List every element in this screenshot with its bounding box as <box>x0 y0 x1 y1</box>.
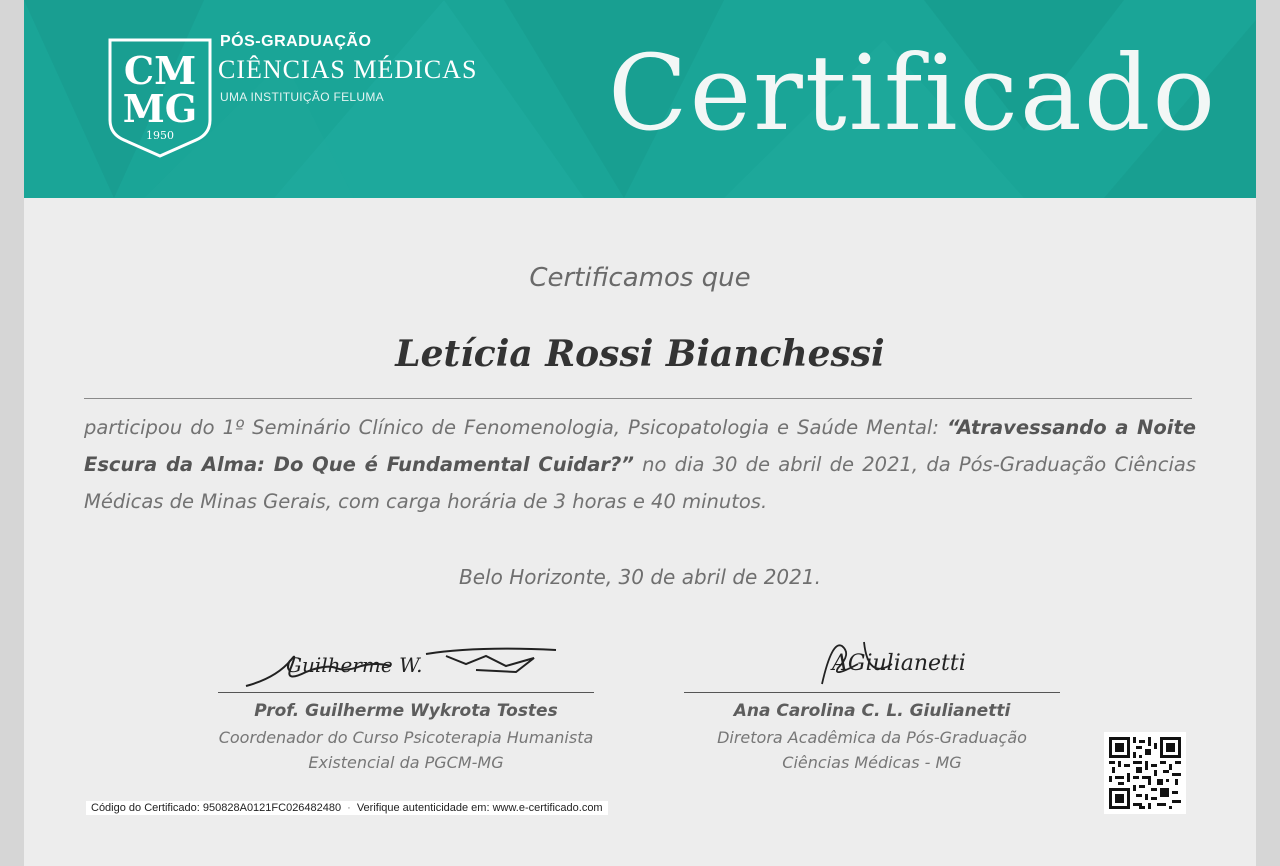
signer-role-line2: Ciências Médicas - MG <box>782 753 962 772</box>
signature-text: Guilherme W. <box>286 653 423 677</box>
brand-sub: UMA INSTITUIÇÃO FELUMA <box>220 90 384 104</box>
signature-image <box>682 620 1062 692</box>
signature-block-coordinator <box>216 620 596 775</box>
logo-letters-top: CM <box>123 48 197 93</box>
qr-code[interactable] <box>1104 732 1186 814</box>
signature-text: AGiulianetti <box>832 651 966 676</box>
footer-separator: · <box>347 802 351 814</box>
brand-top: PÓS-GRADUAÇÃO <box>220 33 372 50</box>
logo-year: 1950 <box>146 129 174 142</box>
logo-letters-bottom: MG <box>122 86 198 131</box>
intro-text: Certificamos que <box>529 263 751 293</box>
certificate-title: Certificado <box>608 32 1218 154</box>
body-text-after: no dia 30 de abril de 2021, da Pós-Graduação Ciências Médicas de Minas Gerais, com carga horária de 3 horas e 40 minutos. <box>84 453 1196 513</box>
cmmg-logo <box>106 36 214 158</box>
verify-link[interactable]: Verifique autenticidade em: www.e-certificado.com <box>356 802 603 814</box>
signer-role-line2: Existencial da PGCM-MG <box>308 753 504 772</box>
body-text-before: participou do 1º Seminário Clínico de Fenomenologia, Psicopatologia e Saúde Mental: <box>84 416 947 439</box>
signer-role-line1: Diretora Acadêmica da Pós-Graduação <box>717 728 1027 747</box>
signer-role-line1: Coordenador do Curso Psicoterapia Humanista <box>218 728 594 747</box>
signer-name: Prof. Guilherme Wykrota Tostes <box>254 701 558 721</box>
brand-main: CIÊNCIAS MÉDICAS <box>218 55 478 84</box>
certificate-code: Código do Certificado: 950828A0121FC026482480 <box>91 802 342 814</box>
signature-line <box>218 692 594 693</box>
divider <box>84 398 1192 399</box>
certificate-header <box>24 0 1256 198</box>
signature-block-director <box>682 620 1062 775</box>
certificate-footer <box>86 801 608 815</box>
signer-role <box>682 725 1062 775</box>
signer-role <box>216 725 596 775</box>
recipient-name: Letícia Rossi Bianchessi <box>395 333 885 375</box>
event-title: “Atravessando a Noite Escura da Alma: Do Que é Fundamental Cuidar?” <box>84 416 1196 476</box>
signature-line <box>684 692 1060 693</box>
signer-name: Ana Carolina C. L. Giulianetti <box>733 701 1011 721</box>
signature-image <box>216 620 596 692</box>
certificate-body <box>84 409 1196 520</box>
place-date: Belo Horizonte, 30 de abril de 2021. <box>459 565 821 589</box>
certificate-page <box>24 0 1256 866</box>
